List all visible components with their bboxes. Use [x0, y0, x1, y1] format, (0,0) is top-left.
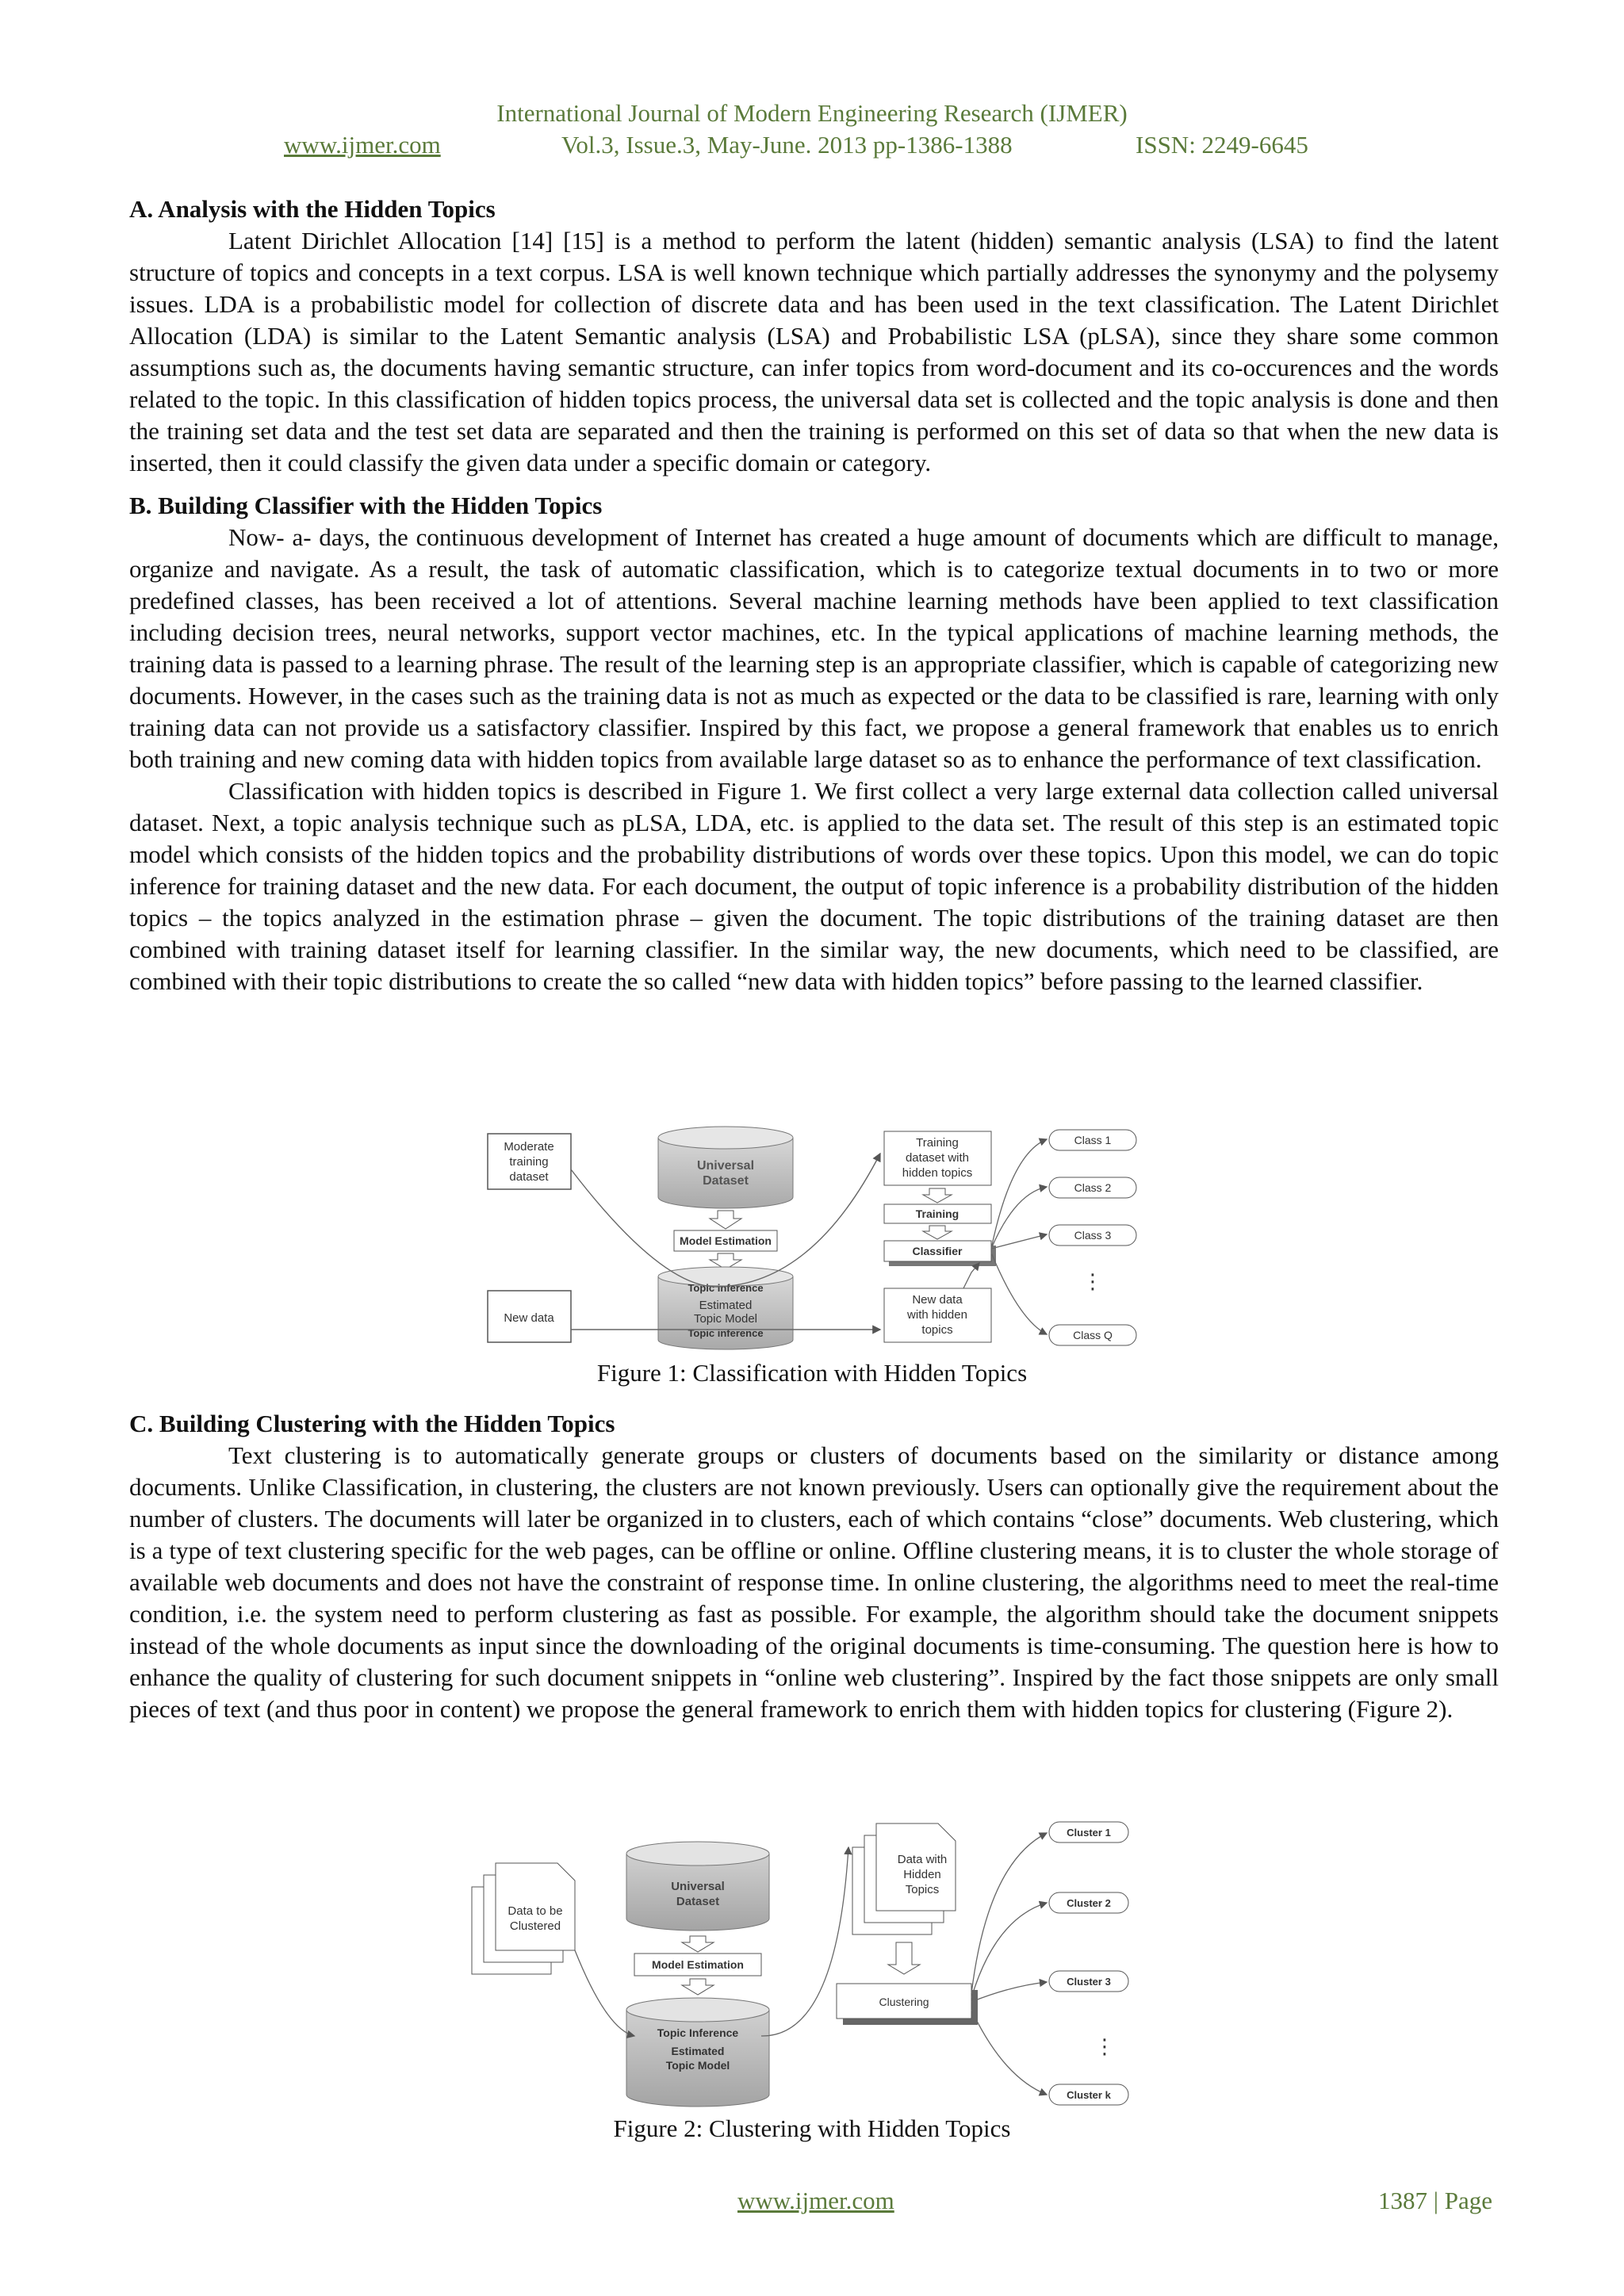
universal2-label-2: Dataset: [676, 1895, 720, 1908]
section-c-paragraph: Text clustering is to automatically generate groups or clusters of documents based on the similarity or distance among documents. Unlike Classification, in clustering, the clusters are not known previously. Users can optionally give the requirement about the number of clusters. The documents will later be organized in to clusters, each of which contains “close” documents. Web clustering, which is a type of text clustering specific for the web pages, can be offline or online. Offline clustering means, it is to cluster the whole storage of available web documents and does not have the constraint of response time. In online clustering, the algorithms need to meet the real-time condition, i.e. the system need to perform clustering as fast as possible. For example, the algorithm should take the document snippets instead of the whole documents as input since the downloading of the original documents is time-consuming. The question here is how to enhance the quality of clustering for such document snippets in “online web clustering”. Inspired by the fact those snippets are only small pieces of text (and thus poor in content) we propose the general framework to enrich them with hidden topics for clustering (Figure 2).: [129, 1441, 1499, 1723]
data-clustered-label-1: Data to be: [508, 1904, 563, 1918]
section-b-paragraph-2: Classification with hidden topics is described in Figure 1. We first collect a very large external data collection called universal dataset. Next, a topic analysis technique such as pLSA, LDA, etc. is applied to the data set. The result of this step is an estimated topic model which consists of the hidden topics and the probability distributions of words over these topics. Upon this model, we can do topic inference for training dataset and the new data. For each document, the output of topic inference is a probability distribution of the hidden topics – the topics analyzed in the estimation phrase – given the document. The topic distributions of the training dataset are then combined with training dataset itself for learning classifier. In the similar way, the new documents, which need to be classified, are combined with their topic distributions to create the so called “new data with hidden topics” before passing to the learned classifier.: [129, 777, 1499, 995]
new-hidden-label-2: with hidden: [907, 1308, 967, 1322]
figure-1-caption: Figure 1: Classification with Hidden Topics: [596, 1359, 1028, 1387]
model-estimation2-label: Model Estimation: [652, 1958, 744, 1971]
new-hidden-label-3: topics: [921, 1323, 953, 1337]
model-estimation-label: Model Estimation: [680, 1234, 772, 1247]
cluster-k-label: Cluster k: [1067, 2089, 1111, 2101]
data-hidden-label-2: Hidden: [903, 1868, 941, 1881]
moderate-label-3: dataset: [509, 1170, 549, 1184]
training-ds-label-1: Training: [916, 1136, 959, 1150]
page-number: 1387 | Page: [1378, 2187, 1492, 2214]
new-data-label: New data: [504, 1311, 554, 1325]
section-b-paragraph-1: Now- a- days, the continuous development of Internet has created a huge amount of documents which are difficult to manage, organize and navigate. As a result, the task of automatic classification, which is to categorize textual documents in to two or more predefined classes, has been received a lot of attentions. Several machine learning methods have been applied to text classification including decision trees, neural networks, support vector machines, etc. In the typical applications of machine learning methods, the training data is passed to a learning phrase. The result of the learning step is an appropriate classifier, which is capable of categorizing new documents. However, in the cases such as the training data is not as much as expected or the data to be classified is rare, learning with only training data can not provide us a satisfactory classifier. Inspired by this fact, we propose a general framework that enables us to enrich both training and new coming data with hidden topics from available large dataset so as to enhance the performance of text classification.: [129, 523, 1499, 773]
header-url-link[interactable]: www.ijmer.com: [284, 131, 441, 159]
clustering-label: Clustering: [879, 1996, 929, 2008]
data-hidden-label-1: Data with: [897, 1853, 948, 1866]
new-hidden-label-1: New data: [912, 1293, 963, 1307]
cluster-3-label: Cluster 3: [1067, 1976, 1111, 1988]
estimated2-label-2: Topic Model: [665, 2059, 730, 2072]
cluster-2-label: Cluster 2: [1067, 1897, 1111, 1909]
class-dots: ⋮: [1082, 1269, 1103, 1293]
class-2-label: Class 2: [1074, 1181, 1112, 1194]
journal-title: International Journal of Modern Engineering Research (IJMER): [496, 99, 1128, 127]
data-to-be-clustered-stack: [472, 1863, 575, 1974]
data-hidden-label-3: Topics: [905, 1883, 940, 1896]
figure-2-caption: Figure 2: Clustering with Hidden Topics: [613, 2114, 1011, 2142]
training-ds-label-2: dataset with: [905, 1151, 970, 1165]
estimated-label-1: Estimated: [699, 1299, 753, 1312]
universal2-label-1: Universal: [671, 1880, 725, 1893]
issn-info: ISSN: 2249-6645: [1136, 131, 1308, 159]
class-3-label: Class 3: [1074, 1229, 1112, 1242]
estimated-label-2: Topic Model: [693, 1312, 758, 1326]
topic-inference-top-label: Topic inference: [688, 1282, 764, 1294]
figure-2-diagram: [464, 1816, 1162, 2125]
class-q-label: Class Q: [1073, 1329, 1113, 1341]
volume-info: Vol.3, Issue.3, May-June. 2013 pp-1386-1388: [561, 131, 1013, 159]
classifier-label: Classifier: [912, 1245, 963, 1257]
cluster-dots: ⋮: [1094, 2034, 1115, 2058]
section-a-paragraph: Latent Dirichlet Allocation [14] [15] is a method to perform the latent (hidden) semantic analysis (LSA) to find the latent structure of topics and concepts in a text corpus. LSA is well known technique which partially addresses the synonymy and the polysemy issues. LDA is a probabilistic model for collection of discrete data and has been used in the text classification. The Latent Dirichlet Allocation (LDA) is similar to the Latent Semantic analysis (LSA) and Probabilistic LSA (pLSA), since they share some common assumptions such as, the documents having semantic structure, can infer topics from word-document and its co-occurences and the words related to the topic. In this classification of hidden topics process, the universal data set is collected and the topic analysis is done and then the training set data and the test set data are separated and then the training is performed on this set of data so that when the new data is inserted, then it could classify the given data under a specific domain or category.: [129, 227, 1499, 476]
topic-inference2-label: Topic Inference: [657, 2026, 739, 2039]
cluster-1-label: Cluster 1: [1067, 1827, 1111, 1839]
training-label: Training: [915, 1207, 959, 1220]
moderate-label-2: training: [509, 1155, 549, 1169]
section-a-heading: A. Analysis with the Hidden Topics: [129, 195, 496, 223]
body-text-top: [129, 193, 1499, 997]
section-c-heading: C. Building Clustering with the Hidden Topics: [129, 1410, 615, 1437]
figure-1-diagram: [480, 1122, 1146, 1352]
training-ds-label-3: hidden topics: [902, 1166, 973, 1180]
universal-label-2: Dataset: [703, 1174, 749, 1188]
estimated2-label-1: Estimated: [671, 2045, 725, 2057]
universal-label-1: Universal: [696, 1159, 755, 1173]
footer-url-link[interactable]: www.ijmer.com: [737, 2187, 894, 2214]
footer-url: [737, 2185, 894, 2217]
moderate-label-1: Moderate: [504, 1140, 554, 1154]
body-text-bottom: [129, 1408, 1499, 1725]
class-1-label: Class 1: [1074, 1134, 1112, 1146]
section-b-heading: B. Building Classifier with the Hidden Topics: [129, 492, 603, 519]
topic-inference-bottom-label: Topic inference: [688, 1327, 764, 1339]
data-clustered-label-2: Clustered: [509, 1919, 561, 1933]
